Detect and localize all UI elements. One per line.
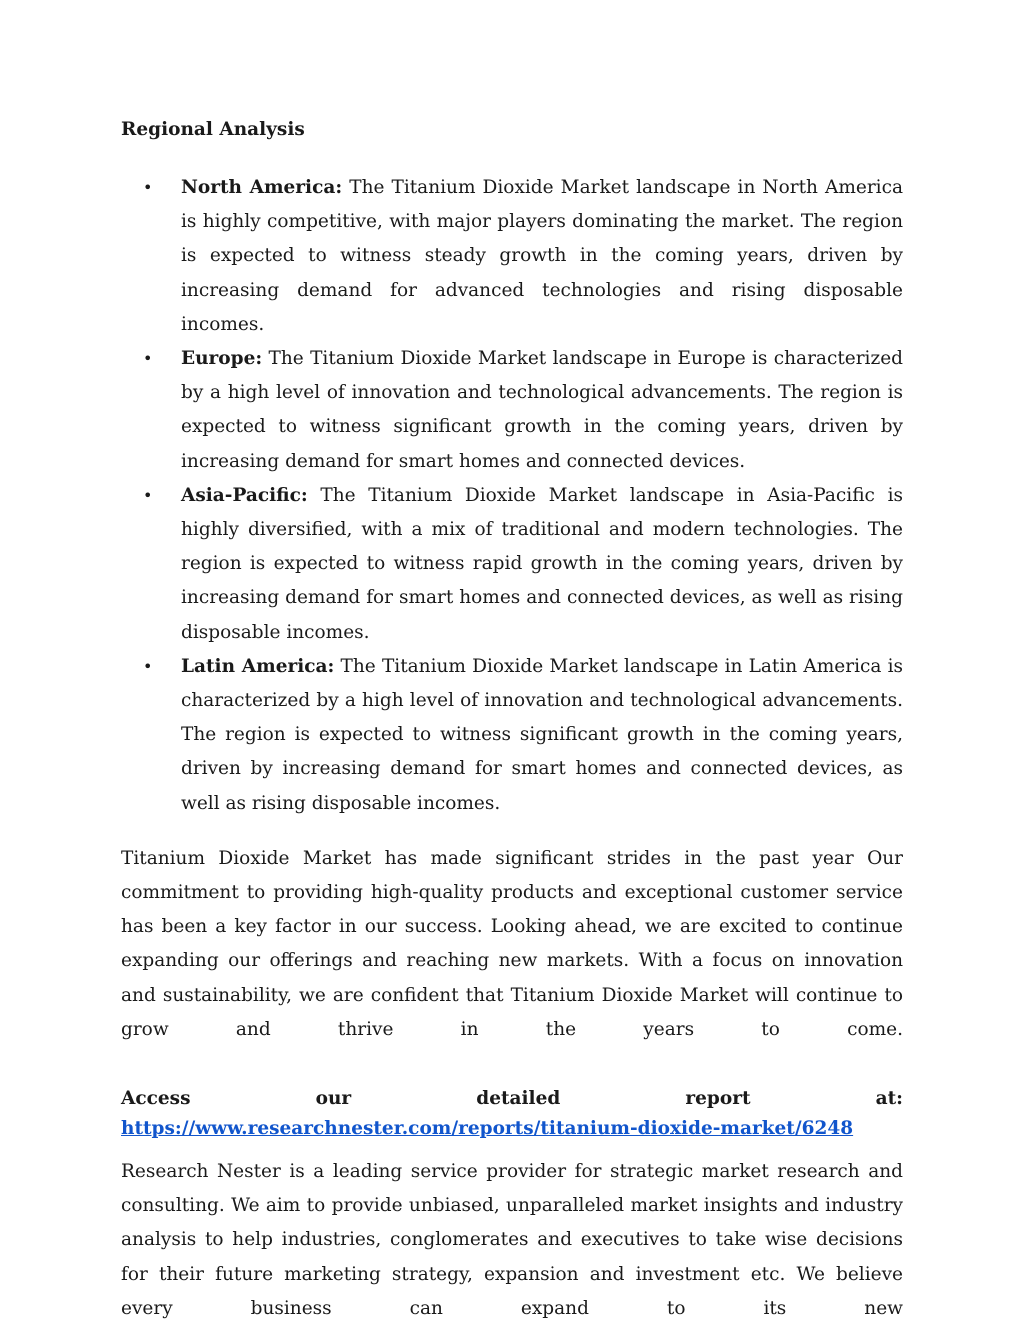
about-paragraph: Research Nester is a leading service provider for strategic market research and consulting. We aim to provide unbiased, unparalleled market insights and industry analysis to help industries, conglomerates and executives to take wise decisions for their future marketing strategy, expansion and investment etc. We believe every business can expand to its new xyxy=(121,1161,903,1319)
access-line xyxy=(121,1082,903,1116)
access-word: detailed xyxy=(476,1088,561,1110)
access-word: report xyxy=(685,1088,751,1110)
list-item xyxy=(121,650,903,821)
list-item xyxy=(121,171,903,342)
region-name: Latin America: xyxy=(181,655,335,677)
region-name: North America: xyxy=(181,177,343,198)
region-text: The Titanium Dioxide Market landscape in Latin America is characterized by a high level of innovation and technological advancements. The region is expected to witness significant growth in the coming years, driven by increasing demand for smart homes and connected devices, as well as rising disposable incomes. xyxy=(181,655,903,814)
region-name: Asia-Pacific: xyxy=(181,484,308,506)
access-word: our xyxy=(315,1088,352,1110)
access-word: at: xyxy=(875,1088,903,1110)
list-item xyxy=(121,479,903,650)
bullet-icon: • xyxy=(143,656,153,676)
section-title: Regional Analysis xyxy=(121,119,305,140)
region-text: The Titanium Dioxide Market landscape in Asia-Pacific is highly diversified, with a mix of traditional and modern technologies. The region is expected to witness rapid growth in the coming years, driven by increasing demand for smart homes and connected devices, as well as rising disposable incomes. xyxy=(181,484,903,643)
access-word: Access xyxy=(121,1088,191,1110)
bullet-icon: • xyxy=(143,485,153,505)
region-name: Europe: xyxy=(181,348,263,370)
summary-paragraph: Titanium Dioxide Market has made significant strides in the past year Our commitment to providing high-quality products and exceptional customer service has been a key factor in our success. Looking ahead, we are excited to continue expanding our offerings and reaching new markets. With a focus on innovation and sustainability, we are confident that Titanium Dioxide Market will continue to grow and thrive in the years to come. xyxy=(121,847,903,1040)
bullet-icon: • xyxy=(143,178,153,197)
document-page xyxy=(121,113,903,1326)
regions-list xyxy=(121,171,903,821)
bullet-icon: • xyxy=(143,349,153,369)
report-link[interactable]: https://www.researchnester.com/reports/titanium-dioxide-market/6248 xyxy=(121,1118,854,1140)
region-text: The Titanium Dioxide Market landscape in Europe is characterized by a high level of innovation and technological advancements. The region is expected to witness significant growth in the coming years, driven by increasing demand for smart homes and connected devices. xyxy=(181,348,903,472)
region-text: The Titanium Dioxide Market landscape in North America is highly competitive, with major players dominating the market. The region is expected to witness steady growth in the coming years, driven by increasing demand for advanced technologies and rising disposable incomes. xyxy=(181,177,903,335)
list-item xyxy=(121,342,903,479)
